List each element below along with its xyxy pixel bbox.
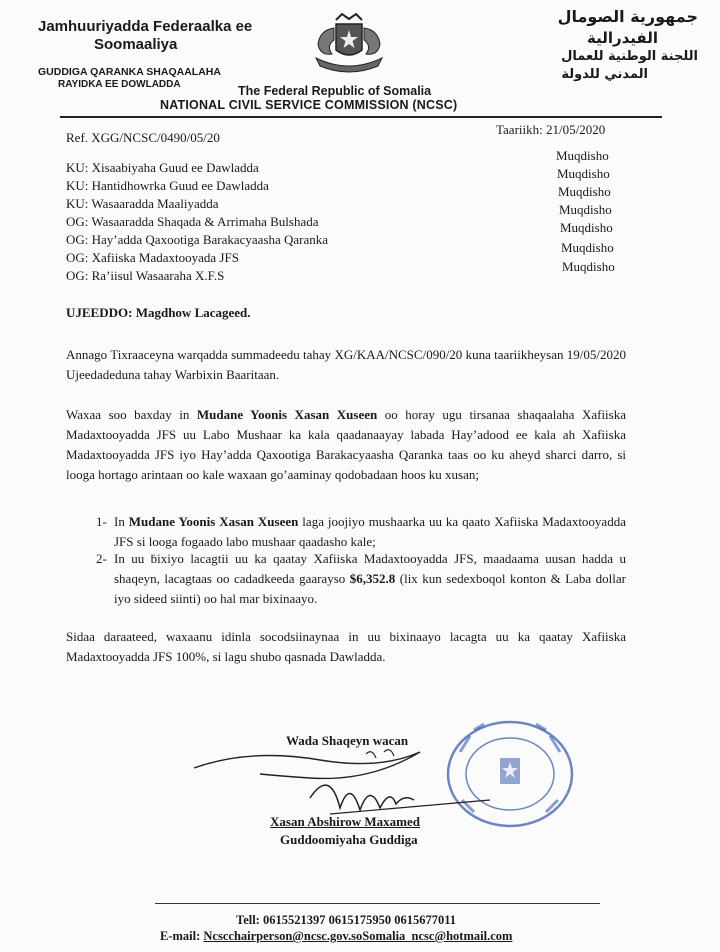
coat-of-arms-icon xyxy=(306,10,392,76)
list-item-text xyxy=(96,512,626,552)
footer-phone: Tell: 0615521397 0615175950 0615677011 xyxy=(236,913,457,927)
item2-rest: (lix kun sedexboqol konton & Laba dollar iyo sideed siinti) oo hal mar bixinaayo. xyxy=(114,571,626,606)
header-english-line2: NATIONAL CIVIL SERVICE COMMISSION (NCSC) xyxy=(160,98,458,112)
closing-regards: Wada Shaqeyn wacan xyxy=(286,733,409,748)
email-link[interactable]: Ncscchairperson@ncsc.gov.soSomalia_ncsc@hotmail.com xyxy=(203,929,513,943)
signatory-name-text: Xasan Abshirow Maxamed xyxy=(270,814,421,829)
recipient-city: Muqdisho xyxy=(562,259,615,274)
letter-date: Taariikh: 21/05/2020 xyxy=(496,122,606,137)
reference-number: Ref. XGG/NCSC/0490/05/20 xyxy=(66,130,220,145)
item1-rest: laga joojiyo mushaarka uu ka qaato Xafiiska Madaxtooyadda JFS si looga fogaado labo mushaar qaadasho kale; xyxy=(114,514,626,549)
list-item xyxy=(96,512,626,552)
person-name: Mudane Yoonis Xasan Xuseen xyxy=(128,514,299,529)
recipient-line: OG: Xafiiska Madaxtooyada JFS xyxy=(66,250,239,265)
list-item-text xyxy=(96,549,626,609)
footer-email xyxy=(160,929,512,944)
header-somali-line2: Soomaaliya xyxy=(94,36,178,53)
recipient-city: Muqdisho xyxy=(556,148,609,163)
recipient-line: KU: Wasaaradda Maaliyadda xyxy=(66,196,219,211)
recipient-city: Muqdisho xyxy=(557,166,610,181)
signatory-title: Guddoomiyaha Guddiga xyxy=(280,832,418,847)
list-item-number: 2- xyxy=(96,551,107,566)
recipient-line: OG: Wasaaradda Shaqada & Arrimaha Bulshada xyxy=(66,214,319,229)
header-somali-line4: RAYIDKA EE DOWLADDA xyxy=(58,79,181,90)
item1-intro: In xyxy=(114,514,129,529)
signatory-name xyxy=(270,814,420,830)
header-arabic-line3: اللجنة الوطنية للعمال xyxy=(561,49,698,64)
recipient-city: Muqdisho xyxy=(560,220,613,235)
body-paragraph-2 xyxy=(66,405,626,485)
recipient-city: Muqdisho xyxy=(558,184,611,199)
para2-rest: oo horay ugu tirsanaa shaqaalaha Xafiiska Madaxtooyadda JFS uu Labo Mushaar ka kala qaadanaayay labada Hay’adood ee kala ah Xafiiska Madaxtooyadda JFS iyo Hay’adda Qaxootiga Barakacyaasha Qaranka taas oo ku aheyd sharci darro, si looga hortago arintaan oo kale waxaan go’aaminay qodobadaan hoos ku xusan; xyxy=(66,407,626,482)
header-somali xyxy=(38,18,252,91)
header-divider xyxy=(60,116,662,118)
header-english-line1: The Federal Republic of Somalia xyxy=(238,84,432,98)
subject-line: UJEEDDO: Magdhow Lacageed. xyxy=(66,305,251,320)
header-somali-line3: GUDDIGA QARANKA SHAQAALAHA xyxy=(38,66,221,78)
item2-intro: In uu ḃixiyo lacagtii uu ka qaatay Xafiiska Madaxtooyadda JFS, maadaama uusan hadda u shaqeyn, lacagtaas oo cadadkeeda gaarayso xyxy=(114,551,626,586)
header-arabic xyxy=(558,6,698,84)
recipient-line: OG: Hay’adda Qaxootiga Barakacyaasha Qaranka xyxy=(66,232,329,247)
header-arabic-line4: المدني للدولة xyxy=(561,67,648,82)
recipient-line: KU: Hantidhowrka Guud ee Dawladda xyxy=(66,178,269,193)
footer-divider xyxy=(155,903,600,904)
footer-email-label: E-mail: xyxy=(160,929,204,943)
recipient-city: Muqdisho xyxy=(559,202,612,217)
person-name: Mudane Yoonis Xasan Xuseen xyxy=(196,407,378,422)
header-arabic-line2: الفيدرالية xyxy=(587,29,658,47)
recipient-line: KU: Xisaabiyaha Guud ee Dawladda xyxy=(66,160,259,175)
para2-intro: Waxaa soo baxday in xyxy=(66,407,197,422)
recipient-line: OG: Ra’iisul Wasaaraha X.F.S xyxy=(66,268,225,283)
header-arabic-line1: جمهورية الصومال xyxy=(557,7,698,26)
list-item xyxy=(96,549,626,609)
recipient-city: Muqdisho xyxy=(561,240,614,255)
amount: $6,352.8 xyxy=(349,571,396,586)
list-item-number: 1- xyxy=(96,514,107,529)
body-paragraph-3: Sidaa daraateed, waxaanu idinla socodsiinaynaa in uu bixinaayo lacagta uu ka qaatay Xafiiska Madaxtooyadda JFS 100%, si lagu shubo qasnada Dawladda. xyxy=(66,629,626,664)
body-paragraph-1: Annago Tixraaceyna warqadda summadeedu tahay XG/KAA/NCSC/090/20 kuna taariikheysan 19/05/2020 Ujeedadeduna tahay Warbixin Baaritaan. xyxy=(66,347,626,382)
header-somali-line1: Jamhuuriyadda Federaalka ee xyxy=(38,18,253,35)
